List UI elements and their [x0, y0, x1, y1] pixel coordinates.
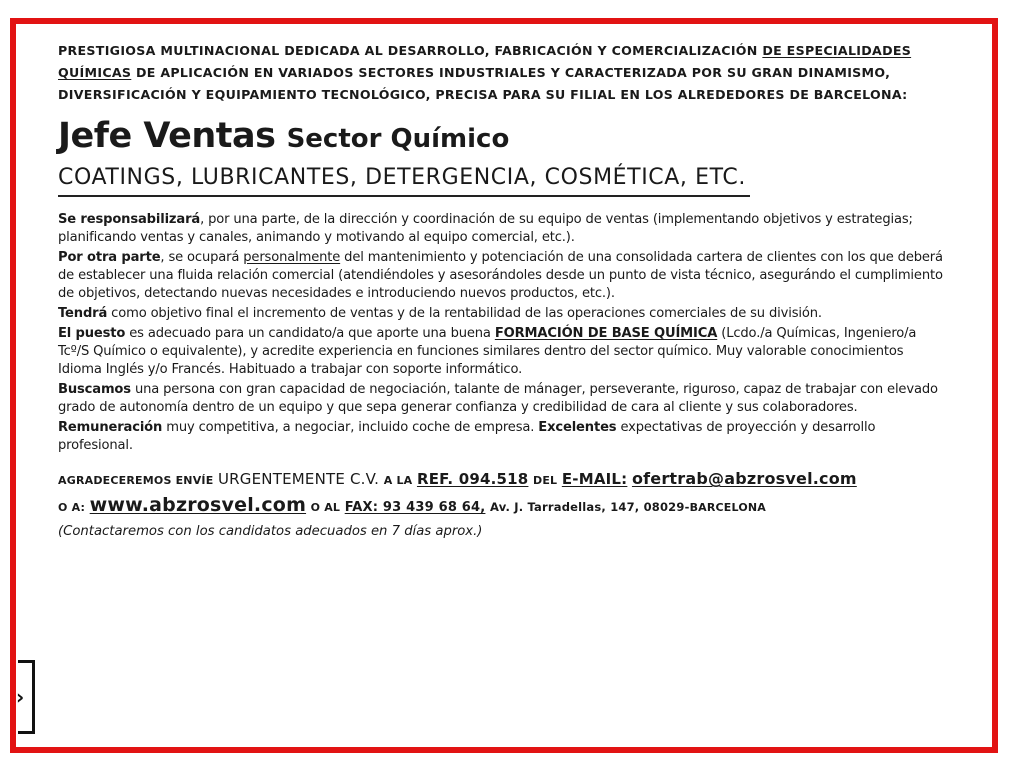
paragraph-candidate — [58, 325, 948, 379]
p4-text: (Lcdo./a Químicas, Ingeniero/a Tcº/S Químico o equivalente), y acredite experiencia en funciones similares dentro del sector químico. Muy valorable conocimientos Idioma Inglés y/o Francés. Habituado a trabajar con soporte informático. — [58, 326, 917, 377]
contact-o-al: O AL — [310, 501, 341, 514]
sectors-subtitle: COATINGS, LUBRICANTES, DETERGENCIA, COSMÉTICA, ETC. — [58, 161, 750, 197]
contact-agradeceremos: AGRADECEREMOS ENVÍE — [58, 474, 214, 487]
website-link[interactable]: www.abzrosvel.com — [89, 494, 307, 516]
intro-part-1: PRESTIGIOSA MULTINACIONAL DEDICADA AL DESARROLLO, FABRICACIÓN Y COMERCIALIZACIÓN — [58, 43, 758, 58]
p1-text: , por una parte, de la dirección y coordinación de su equipo de ventas (implementando objetivos y estrategias; planificando ventas y canales, animando y motivando al equipo comercial, etc.). — [58, 212, 913, 245]
p4-lead: El puesto — [58, 326, 126, 341]
p4-pre: es adecuado para un candidato/a que aporte una buena — [125, 326, 495, 341]
job-advertisement — [58, 40, 948, 539]
paragraph-remuneration — [58, 419, 948, 455]
p2-text: del mantenimiento y potenciación de una consolidada cartera de clientes con los que deberá de establecer una fluida relación comercial (atendiéndoles y asesorándoles desde un punto de vista técnico, asegurándo el cumplimiento de objetivos, detectando nuevas necesidades e introduciendo nuevos productos, etc.). — [58, 250, 943, 301]
email-link[interactable]: ofertrab@abzrosvel.com — [631, 469, 857, 488]
contact-info — [58, 467, 948, 520]
fax-number: FAX: 93 439 68 64, — [344, 500, 486, 515]
paragraph-clients — [58, 249, 948, 303]
p3-text: como objetivo final el incremento de ventas y de la rentabilidad de las operaciones comerciales de su división. — [107, 306, 822, 321]
contact-del: DEL — [533, 474, 558, 487]
footer-note: (Contactaremos con los candidatos adecuados en 7 días aprox.) — [58, 524, 483, 539]
job-title-sector: Sector Químico — [286, 124, 510, 154]
p2-lead: Por otra parte — [58, 250, 161, 265]
p6-lead-2: Excelentes — [538, 420, 617, 435]
address-street: Av. J. Tarradellas, 147, 08029- — [490, 500, 690, 514]
p6-text-2: expectativas de proyección y desarrollo profesional. — [58, 420, 876, 453]
side-bracket-mark: › — [18, 660, 35, 734]
contact-line-1 — [58, 467, 948, 493]
p2-underlined: personalmente — [243, 250, 341, 265]
p6-text: muy competitiva, a negociar, incluido coche de empresa. — [162, 420, 539, 435]
contact-line-2 — [58, 493, 948, 520]
paragraph-responsibilities — [58, 211, 948, 247]
p6-lead: Remuneración — [58, 420, 163, 435]
job-description — [58, 211, 948, 455]
intro-underlined: DE ESPECIALIDADES QUÍMICAS — [58, 43, 912, 80]
address-city: BARCELONA — [689, 501, 767, 514]
p2-pre: , se ocupará — [160, 250, 244, 265]
p5-lead: Buscamos — [58, 382, 131, 397]
p1-lead: Se responsabilizará — [58, 212, 201, 227]
p3-lead: Tendrá — [58, 306, 108, 321]
contact-a-la: A LA — [383, 474, 413, 487]
intro-part-2: DE APLICACIÓN EN VARIADOS SECTORES INDUSTRIALES Y CARACTERIZADA POR SU GRAN DINAMISMO, DIVERSIFICACIÓN Y EQUIPAMIENTO TECNOLÓGICO, PRECISA PARA SU FILIAL EN LOS ALREDEDORES DE BARCELONA: — [58, 65, 908, 102]
job-title-main: Jefe Ventas — [58, 116, 276, 156]
p5-text: una persona con gran capacidad de negociación, talante de mánager, perseverante, riguroso, capaz de trabajar con elevado grado de autonomía dentro de un equipo y que sepa generar confianza y credibilidad de cara al cliente y sus colaboradores. — [58, 382, 938, 415]
p4-emphasis: FORMACIÓN DE BASE QUÍMICA — [494, 326, 718, 341]
contact-urgentemente: URGENTEMENTE C.V. — [218, 470, 380, 488]
reference-code: REF. 094.518 — [416, 470, 529, 488]
email-label: E-MAIL: — [561, 470, 628, 488]
job-title — [58, 114, 948, 161]
paragraph-profile — [58, 381, 948, 417]
paragraph-objective — [58, 305, 948, 323]
contact-o-a: O A: — [58, 501, 86, 514]
intro-text — [58, 40, 948, 106]
